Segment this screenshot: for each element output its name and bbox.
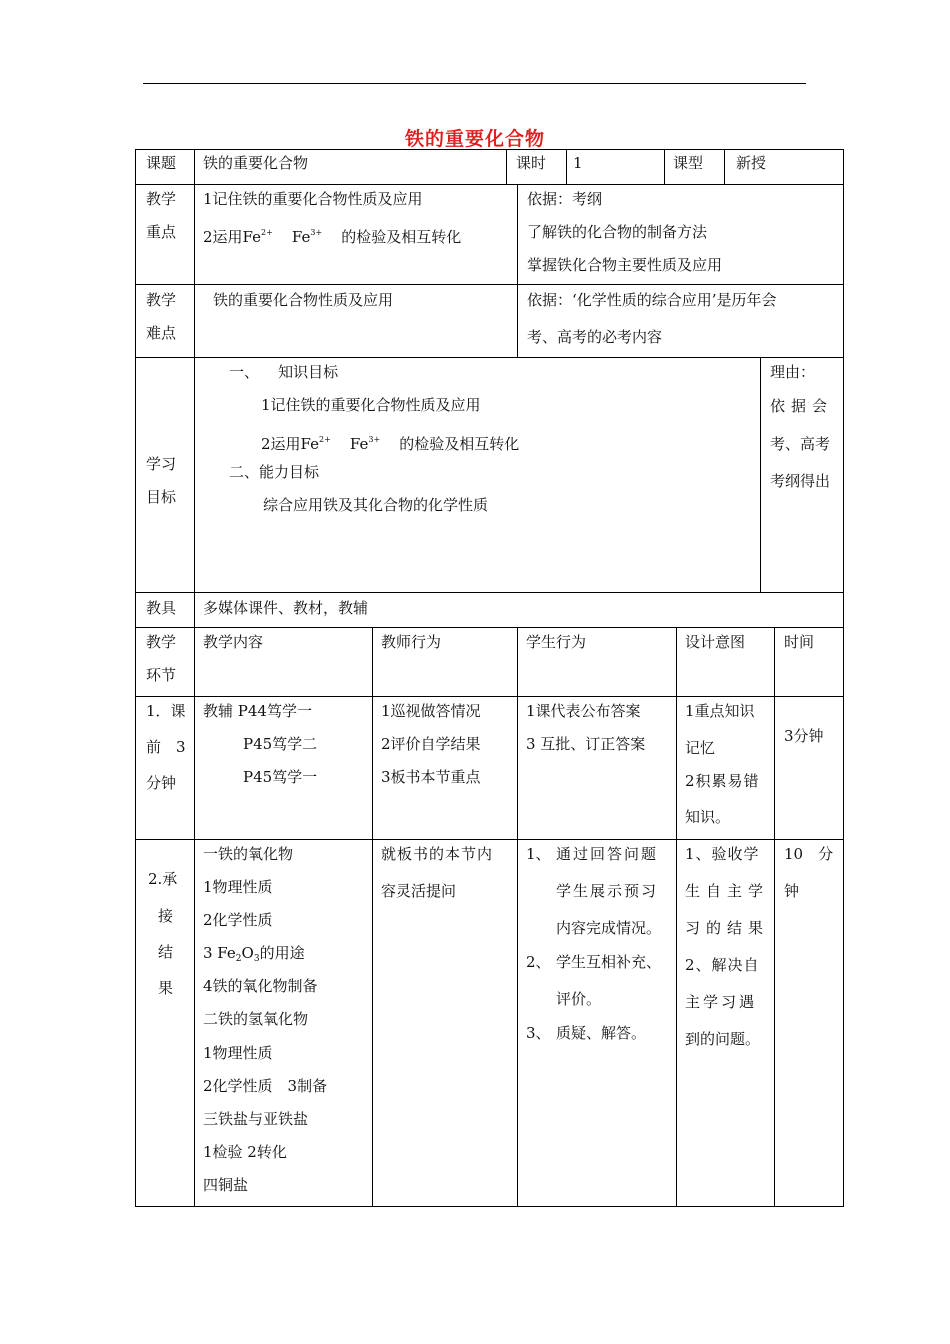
step2-student-num-1: 1、 bbox=[526, 845, 551, 863]
step2-stage-4: 果 bbox=[158, 979, 174, 997]
step1-intent-1: 1重点知识 bbox=[685, 702, 755, 720]
goals-label-1: 学习 bbox=[146, 455, 177, 473]
step2-intent-3: 习的结果 bbox=[685, 919, 770, 937]
step1-time: 3分钟 bbox=[784, 727, 824, 745]
lesson-plan-table bbox=[135, 149, 844, 1207]
step2-content-4: 3 $Fe_2O_3$的用途 bbox=[203, 944, 305, 964]
step1-content-1: 教辅 P44笃学一 bbox=[203, 702, 312, 720]
type-label: 课型 bbox=[673, 154, 704, 172]
step1-teacher-3: 3板书本节重点 bbox=[381, 768, 481, 786]
step2-stage-1: 2.承 bbox=[148, 870, 178, 888]
step2-content-10: 1检验 2转化 bbox=[203, 1143, 287, 1161]
step1-student-1: 1课代表公布答案 bbox=[526, 702, 641, 720]
goal-item-1: 1记住铁的重要化合物性质及应用 bbox=[261, 396, 481, 414]
step2-content-11: 四铜盐 bbox=[203, 1176, 249, 1194]
header-intent: 设计意图 bbox=[685, 633, 746, 651]
step1-student-2: 3 互批、订正答案 bbox=[526, 735, 646, 753]
step2-student-2a: 学生互相补充、 bbox=[556, 953, 662, 971]
goals-section-1: 一、 知识目标 bbox=[229, 363, 339, 381]
step2-stage-3: 结 bbox=[158, 943, 174, 961]
step2-time-2: 钟 bbox=[784, 882, 800, 900]
hours-value: 1 bbox=[573, 154, 583, 172]
step2-time-1: 10 分 bbox=[784, 845, 834, 863]
step2-student-num-2: 2、 bbox=[526, 953, 551, 971]
step2-content-1: 一铁的氧化物 bbox=[203, 845, 294, 863]
step2-intent-5: 主学习遇 bbox=[685, 993, 758, 1011]
difficulty-label-2: 难点 bbox=[146, 324, 177, 342]
step2-stage-2: 接 bbox=[158, 907, 174, 925]
header-student: 学生行为 bbox=[526, 633, 587, 651]
step1-intent-3: 2积累易错 bbox=[685, 772, 760, 790]
step1-teacher-2: 2评价自学结果 bbox=[381, 735, 481, 753]
step2-student-num-3: 3、 bbox=[526, 1024, 551, 1042]
goals-reason-3: 考、高考 bbox=[770, 435, 831, 453]
step2-intent-6: 到的问题。 bbox=[685, 1030, 761, 1048]
focus-label-1: 教学 bbox=[146, 190, 177, 208]
header-stage-2: 环节 bbox=[146, 666, 177, 684]
step2-student-1a: 通过回答问题 bbox=[556, 845, 659, 863]
focus-label-2: 重点 bbox=[146, 223, 177, 241]
difficulty-content: 铁的重要化合物性质及应用 bbox=[213, 291, 394, 309]
step1-teacher-1: 1巡视做答情况 bbox=[381, 702, 481, 720]
tools-value: 多媒体课件、教材，教辅 bbox=[203, 599, 369, 617]
step1-stage-1: 1．课 bbox=[146, 702, 186, 720]
header-rule bbox=[143, 83, 806, 84]
header-teacher: 教师行为 bbox=[381, 633, 442, 651]
step1-stage-2: 前 3 bbox=[146, 738, 186, 756]
step1-content-3: P45笃学一 bbox=[243, 768, 318, 786]
step1-content-2: P45笃学二 bbox=[243, 735, 318, 753]
step2-content-7: 1物理性质 bbox=[203, 1044, 273, 1062]
step2-content-9: 三铁盐与亚铁盐 bbox=[203, 1110, 309, 1128]
focus-basis-3: 掌握铁化合物主要性质及应用 bbox=[527, 256, 723, 274]
focus-basis-1: 依据：考纲 bbox=[527, 190, 603, 208]
step2-content-6: 二铁的氢氧化物 bbox=[203, 1010, 309, 1028]
topic-value: 铁的重要化合物 bbox=[203, 154, 309, 172]
focus-basis-2: 了解铁的化合物的制备方法 bbox=[527, 223, 708, 241]
header-time: 时间 bbox=[784, 633, 815, 651]
goals-section-2: 二、能力目标 bbox=[229, 463, 320, 481]
step2-intent-4: 2、解决自 bbox=[685, 956, 760, 974]
goals-label-2: 目标 bbox=[146, 488, 177, 506]
step1-stage-3: 分钟 bbox=[146, 774, 177, 792]
goals-reason-4: 考纲得出 bbox=[770, 472, 831, 490]
step2-content-5: 4铁的氧化物制备 bbox=[203, 977, 318, 995]
hours-label: 课时 bbox=[516, 154, 547, 172]
step2-student-1b: 学生展示预习 bbox=[556, 882, 659, 900]
topic-label: 课题 bbox=[146, 154, 177, 172]
goal-item-2: 2运用$Fe^{2+}$ $Fe^{3+}$ 的检验及相互转化 bbox=[261, 435, 520, 453]
type-value: 新授 bbox=[736, 154, 767, 172]
goals-reason-2: 依据会 bbox=[770, 397, 834, 415]
focus-item-2: 2运用$Fe^{2+}$ $Fe^{3+}$ 的检验及相互转化 bbox=[203, 228, 462, 246]
step1-intent-2: 记忆 bbox=[685, 739, 716, 757]
page-title: 铁的重要化合物 bbox=[404, 128, 545, 150]
step2-teacher-1: 就板书的本节内 bbox=[381, 845, 494, 863]
focus-item-1: 1记住铁的重要化合物性质及应用 bbox=[203, 190, 423, 208]
step2-student-1c: 内容完成情况。 bbox=[556, 919, 662, 937]
step2-intent-2: 生自主学 bbox=[685, 882, 770, 900]
header-content: 教学内容 bbox=[203, 633, 264, 651]
step2-content-8: 2化学性质 3制备 bbox=[203, 1077, 328, 1095]
difficulty-basis-2: 考、高考的必考内容 bbox=[527, 328, 663, 346]
step2-student-3a: 质疑、解答。 bbox=[556, 1024, 647, 1042]
step2-teacher-2: 容灵活提问 bbox=[381, 882, 457, 900]
header-stage-1: 教学 bbox=[146, 633, 177, 651]
step1-intent-4: 知识。 bbox=[685, 808, 731, 826]
step2-intent-1: 1、验收学 bbox=[685, 845, 760, 863]
tools-label: 教具 bbox=[146, 599, 177, 617]
step2-student-2b: 评价。 bbox=[556, 990, 602, 1008]
step2-content-3: 2化学性质 bbox=[203, 911, 273, 929]
difficulty-label-1: 教学 bbox=[146, 291, 177, 309]
step2-content-2: 1物理性质 bbox=[203, 878, 273, 896]
goals-reason-1: 理由： bbox=[770, 363, 816, 381]
difficulty-basis-1: 依据：‘化学性质的综合应用’是历年会 bbox=[527, 291, 777, 309]
goal-item-3: 综合应用铁及其化合物的化学性质 bbox=[263, 496, 489, 514]
